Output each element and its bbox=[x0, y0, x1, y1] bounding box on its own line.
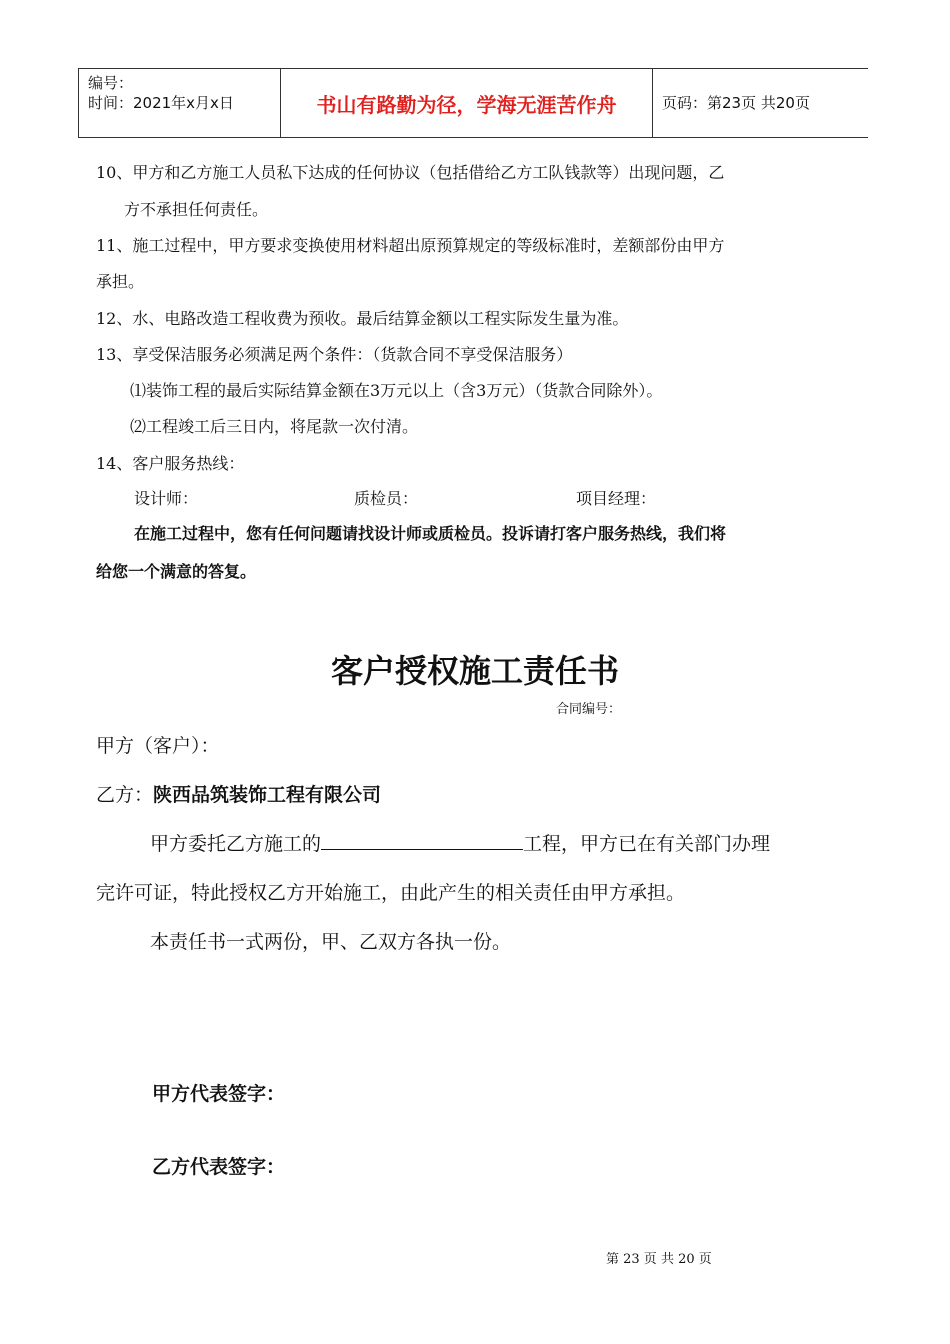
header-page-info: 页码：第23页 共20页 bbox=[662, 94, 810, 112]
manager-label: 项目经理： bbox=[576, 489, 657, 508]
header-meta bbox=[88, 73, 234, 113]
party-a-signature-label: 甲方代表签字： bbox=[152, 1083, 286, 1105]
authorization-body-line1 bbox=[150, 831, 770, 857]
clause-12: 12、水、电路改造工程收费为预收。最后结算金额以工程实际发生量为准。 bbox=[96, 309, 629, 328]
project-name-blank bbox=[321, 831, 523, 850]
header-border-left bbox=[78, 69, 79, 137]
page-footer: 第 23 页 共 20 页 bbox=[606, 1252, 712, 1267]
header-motto: 书山有路勤为径，学海无涯苦作舟 bbox=[316, 93, 617, 117]
clause-13: 13、享受保洁服务必须满足两个条件：（货款合同不享受保洁服务） bbox=[96, 345, 573, 364]
party-b-name: 陕西品筑装饰工程有限公司 bbox=[153, 784, 382, 806]
body1-post: 工程，甲方已在有关部门办理 bbox=[523, 833, 771, 855]
party-b-label: 乙方： bbox=[96, 784, 154, 806]
notice-line1: 在施工过程中，您有任何问题请找设计师或质检员。投诉请打客户服务热线，我们将 bbox=[134, 524, 727, 543]
authorization-body-line2: 完许可证，特此授权乙方开始施工，由此产生的相关责任由甲方承担。 bbox=[96, 882, 686, 904]
body1-pre: 甲方委托乙方施工的 bbox=[150, 833, 322, 855]
authorization-title: 客户授权施工责任书 bbox=[330, 652, 619, 690]
inspector-label: 质检员： bbox=[354, 489, 419, 508]
party-b-signature-label: 乙方代表签字： bbox=[152, 1156, 286, 1178]
notice-line2: 给您一个满意的答复。 bbox=[96, 562, 257, 581]
designer-label: 设计师： bbox=[134, 489, 199, 508]
clause-13-item-2: ⑵工程竣工后三日内，将尾款一次付清。 bbox=[130, 417, 419, 436]
header-number: 编号： bbox=[88, 74, 134, 92]
authorization-body-line3: 本责任书一式两份，甲、乙双方各执一份。 bbox=[150, 931, 512, 953]
clause-11-line2: 承担。 bbox=[96, 272, 145, 291]
document-header bbox=[78, 68, 868, 138]
contract-number-label: 合同编号： bbox=[556, 702, 622, 717]
header-time: 时间：2021年x月x日 bbox=[88, 94, 234, 112]
clause-10-line1: 10、甲方和乙方施工人员私下达成的任何协议（包括借给乙方工队钱款等）出现问题，乙 bbox=[96, 163, 725, 182]
clause-11-line1: 11、施工过程中，甲方要求变换使用材料超出原预算规定的等级标准时，差额部份由甲方 bbox=[96, 236, 725, 255]
clause-13-item-1: ⑴装饰工程的最后实际结算金额在3万元以上（含3万元）（货款合同除外）。 bbox=[130, 381, 663, 400]
clause-10-line2: 方不承担任何责任。 bbox=[124, 200, 269, 219]
party-a-label: 甲方（客户）： bbox=[96, 735, 220, 757]
party-b-line bbox=[96, 782, 381, 808]
clause-14: 14、客户服务热线： bbox=[96, 454, 245, 473]
